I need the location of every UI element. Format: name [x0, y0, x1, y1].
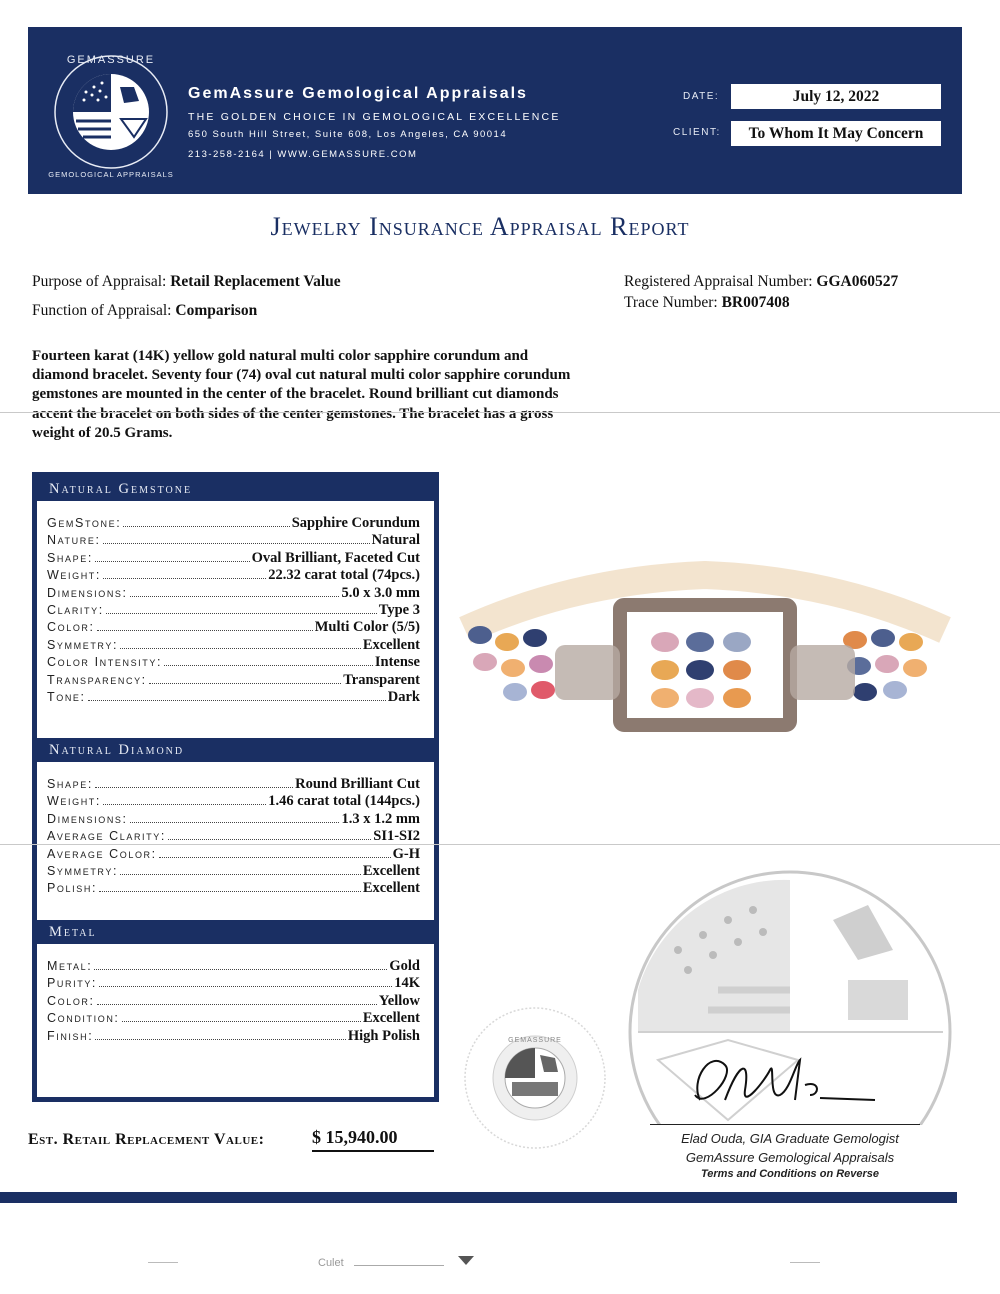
- spec-label: Symmetry:: [47, 863, 119, 878]
- diamond-spec-row: [47, 828, 420, 845]
- spec-label: Tone:: [47, 689, 86, 704]
- spec-label: Clarity:: [47, 602, 104, 617]
- fold-line: [0, 844, 1000, 845]
- culet-label: Culet: [318, 1257, 344, 1269]
- metal-spec-row: [47, 975, 420, 992]
- gemstone-spec-row: [47, 532, 420, 549]
- spec-label: Average Color:: [47, 846, 157, 861]
- spec-value: 22.32 carat total (74pcs.): [268, 567, 420, 584]
- spec-label: Nature:: [47, 533, 101, 548]
- spec-value: Excellent: [362, 636, 420, 653]
- chevron-down-icon: [458, 1256, 474, 1265]
- client-label: CLIENT:: [673, 127, 721, 138]
- purpose-value: Retail Replacement Value: [170, 273, 341, 290]
- metal-spec-row: [47, 1010, 420, 1027]
- dot-leader: [149, 683, 341, 684]
- metal-spec-row: [47, 1028, 420, 1045]
- svg-text:GEMOLOGICAL APPRAISALS: GEMOLOGICAL APPRAISALS: [48, 170, 174, 179]
- spec-value: Natural: [371, 532, 420, 549]
- gemassure-seal-icon: [36, 37, 186, 187]
- spec-label: Dimensions:: [47, 585, 128, 600]
- fold-line: [0, 412, 1000, 413]
- metal-spec-row: [47, 958, 420, 975]
- spec-value: Type 3: [378, 601, 420, 618]
- dot-leader: [97, 630, 313, 631]
- company-name: GemAssure Gemological Appraisals: [188, 85, 528, 102]
- spec-label: Weight:: [47, 568, 101, 583]
- spec-label: Polish:: [47, 881, 98, 896]
- crop-mark: [148, 1262, 178, 1263]
- item-description: Fourteen karat (14K) yellow gold natural multi color sapphire corundum and diamond bracelet. Seventy four (74) oval cut natural multi color sapphire corundum gemstones are mounted in the center of the bracelet. Round brilliant cut diamonds accent the bracelet on both sides of the center gemstones. The bracelet has a gross weight of 20.5 Grams.: [32, 348, 571, 441]
- gemstone-spec-row: [47, 515, 420, 532]
- spec-label: Weight:: [47, 794, 101, 809]
- spec-value: Dark: [387, 688, 420, 705]
- specification-box: [32, 472, 439, 1102]
- dot-leader: [159, 857, 391, 858]
- gemstone-spec-row: [47, 602, 420, 619]
- company-address: 650 South Hill Street, Suite 608, Los Angeles, CA 90014: [188, 129, 508, 140]
- company-tagline: THE GOLDEN CHOICE IN GEMOLOGICAL EXCELLENCE: [188, 111, 561, 123]
- spec-label: Symmetry:: [47, 637, 119, 652]
- est-value-amount: $ 15,940.00: [312, 1127, 434, 1152]
- date-value: July 12, 2022: [731, 84, 941, 109]
- gemstone-spec-row: [47, 585, 420, 602]
- metal-spec-row: [47, 993, 420, 1010]
- reg-label: Registered Appraisal Number:: [624, 273, 813, 290]
- spec-value: 14K: [394, 975, 420, 992]
- appraiser-company: GemAssure Gemological Appraisals: [685, 1150, 895, 1165]
- terms-note: Terms and Conditions on Reverse: [700, 1168, 880, 1180]
- spec-value: Yellow: [378, 992, 420, 1009]
- function-label: Function of Appraisal:: [32, 302, 172, 319]
- gemstone-spec-row: [47, 637, 420, 654]
- gemstone-spec-row: [47, 567, 420, 584]
- dot-leader: [130, 596, 340, 597]
- spec-value: SI1-SI2: [373, 828, 420, 845]
- diamond-heading: Natural Diamond: [37, 738, 434, 762]
- diamond-spec-row: [47, 880, 420, 897]
- spec-value: Transparent: [343, 671, 420, 688]
- metal-heading: Metal: [37, 920, 434, 944]
- gemstone-spec-row: [47, 619, 420, 636]
- dot-leader: [103, 804, 266, 805]
- reg-value: GGA060527: [816, 273, 899, 290]
- function-value: Comparison: [175, 302, 258, 319]
- spec-value: Round Brilliant Cut: [295, 776, 420, 792]
- spec-value: 1.46 carat total (144pcs.): [268, 793, 420, 810]
- company-contact: 213-258-2164 | WWW.GEMASSURE.COM: [188, 149, 418, 160]
- embossed-seal-icon: [440, 1000, 630, 1150]
- diamond-rows: [37, 762, 434, 920]
- dot-leader: [122, 1021, 361, 1022]
- spec-label: Transparency:: [47, 672, 147, 687]
- spec-label: Average Clarity:: [47, 829, 166, 844]
- gemstone-spec-row: [47, 550, 420, 567]
- spec-value: G-H: [392, 845, 420, 862]
- svg-text:GEMASSURE: GEMASSURE: [66, 54, 156, 66]
- gemstone-spec-row: [47, 654, 420, 671]
- report-title: Jewelry Insurance Appraisal Report: [270, 212, 690, 241]
- spec-value: Excellent: [362, 1010, 420, 1027]
- diamond-spec-row: [47, 863, 420, 880]
- gemstone-spec-row: [47, 689, 420, 706]
- spec-label: Dimensions:: [47, 811, 128, 826]
- spec-value: Oval Brilliant, Faceted Cut: [251, 549, 420, 566]
- gemstone-rows: [37, 501, 434, 738]
- date-label: DATE:: [683, 91, 720, 102]
- footer-band: [0, 1192, 957, 1203]
- appraiser-signature: [680, 1040, 880, 1120]
- dot-leader: [99, 986, 392, 987]
- registered-appraisal-number: [624, 273, 898, 291]
- dot-leader: [103, 578, 266, 579]
- diamond-spec-row: [47, 793, 420, 810]
- diamond-spec-row: [47, 776, 420, 793]
- spec-label: Shape:: [47, 550, 93, 565]
- diamond-spec-row: [47, 811, 420, 828]
- purpose-label: Purpose of Appraisal:: [32, 273, 167, 290]
- est-value-label: Est. Retail Replacement Value:: [28, 1131, 265, 1148]
- spec-label: GemStone:: [47, 516, 122, 530]
- dot-leader: [130, 822, 340, 823]
- dot-leader: [168, 839, 371, 840]
- dot-leader: [99, 891, 361, 892]
- spec-value: High Polish: [347, 1027, 420, 1044]
- spec-value: Multi Color (5/5): [314, 619, 420, 636]
- dot-leader: [106, 613, 377, 614]
- gemstone-spec-row: [47, 672, 420, 689]
- dot-leader: [103, 543, 370, 544]
- metal-rows: [37, 944, 434, 1045]
- gemstone-heading: Natural Gemstone: [37, 477, 434, 501]
- client-value: To Whom It May Concern: [731, 121, 941, 146]
- spec-label: Condition:: [47, 1011, 120, 1026]
- spec-value: 5.0 x 3.0 mm: [341, 584, 420, 601]
- spec-label: Color:: [47, 993, 95, 1008]
- dot-leader: [123, 526, 289, 527]
- dot-leader: [94, 969, 387, 970]
- dot-leader: [97, 1004, 377, 1005]
- spec-label: Color Intensity:: [47, 655, 163, 670]
- function-of-appraisal: [32, 302, 257, 320]
- spec-value: 1.3 x 1.2 mm: [341, 810, 420, 827]
- header-band: [28, 27, 962, 194]
- spec-value: Excellent: [362, 862, 420, 879]
- spec-value: Gold: [389, 958, 420, 974]
- trace-number: [624, 294, 790, 312]
- trace-value: BR007408: [721, 294, 790, 311]
- spec-value: Excellent: [362, 880, 420, 897]
- trace-label: Trace Number:: [624, 294, 718, 311]
- dot-leader: [88, 700, 386, 701]
- spec-value: Intense: [374, 654, 420, 671]
- spec-label: Metal:: [47, 959, 93, 973]
- spec-label: Purity:: [47, 976, 98, 991]
- dot-leader: [120, 874, 361, 875]
- bracelet-photo: [455, 560, 955, 750]
- diamond-spec-row: [47, 846, 420, 863]
- dot-leader: [95, 787, 293, 788]
- culet-line: [354, 1265, 444, 1266]
- dot-leader: [164, 665, 373, 666]
- spec-label: Shape:: [47, 777, 93, 791]
- appraiser-name: Elad Ouda, GIA Graduate Gemologist: [681, 1131, 899, 1146]
- svg-text:GEMASSURE: GEMASSURE: [508, 1037, 562, 1044]
- spec-value: Sapphire Corundum: [291, 515, 420, 531]
- crop-mark: [790, 1262, 820, 1263]
- purpose-of-appraisal: [32, 273, 341, 291]
- spec-label: Color:: [47, 620, 95, 635]
- dot-leader: [120, 648, 361, 649]
- dot-leader: [95, 1039, 346, 1040]
- signature-line: [650, 1124, 920, 1125]
- dot-leader: [95, 561, 250, 562]
- spec-label: Finish:: [47, 1028, 94, 1043]
